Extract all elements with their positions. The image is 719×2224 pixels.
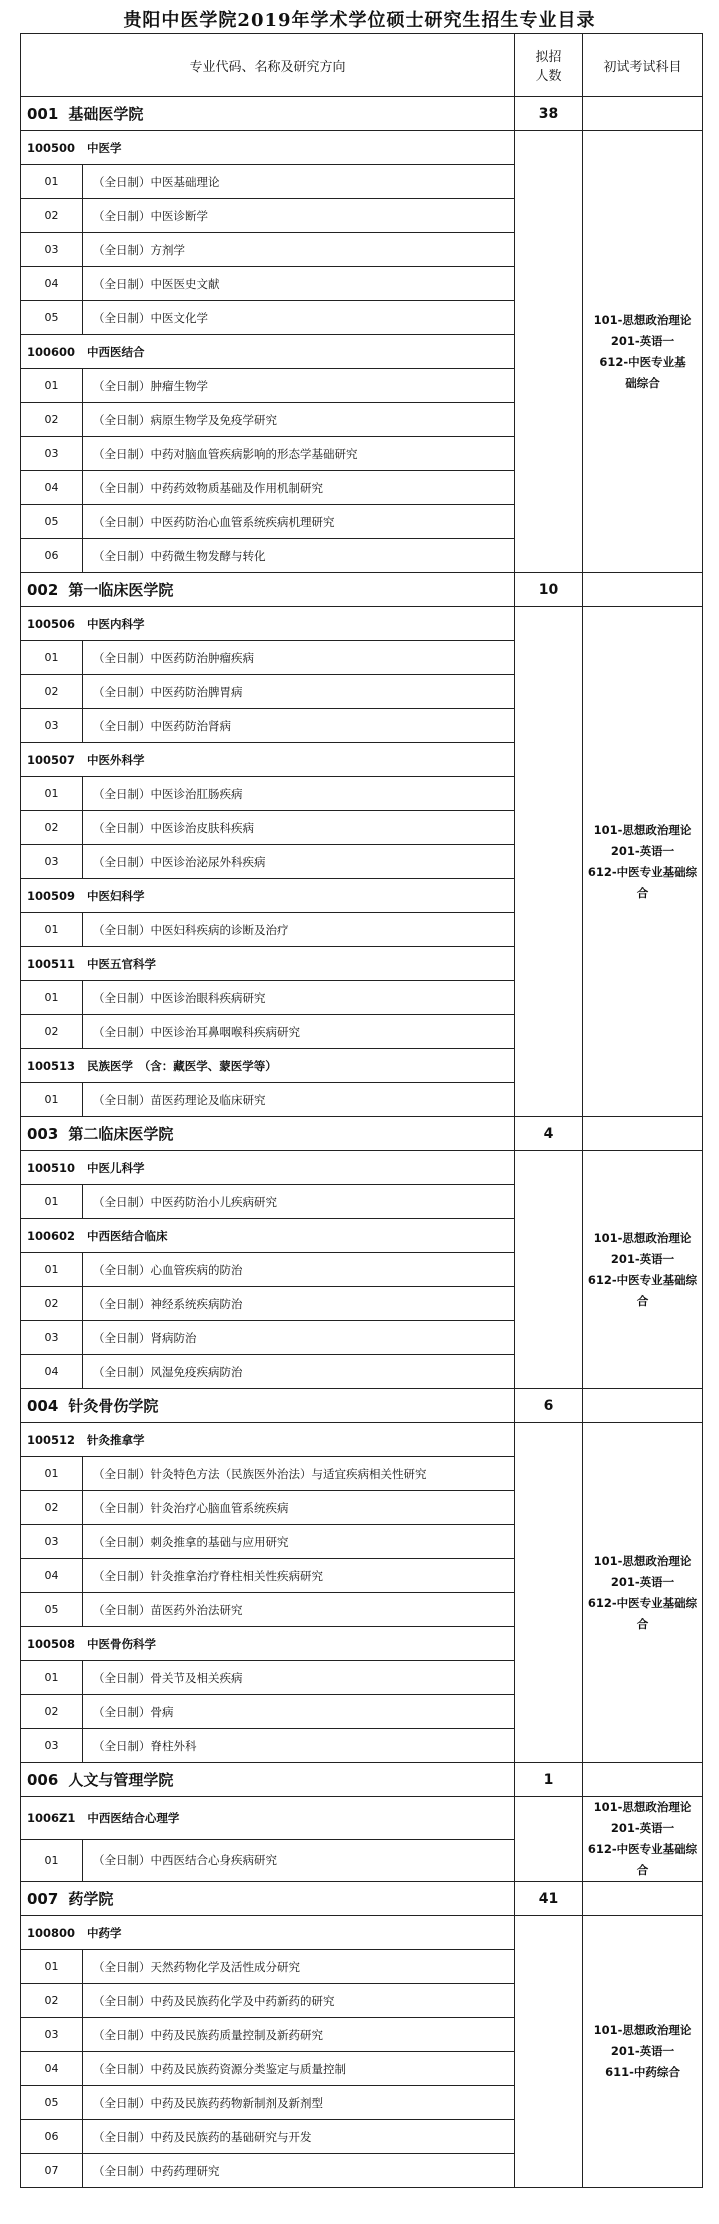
major-code: 100506 — [27, 616, 76, 631]
college-quota: 38 — [515, 97, 583, 131]
direction-code: 06 — [21, 539, 83, 573]
major-cell — [21, 879, 515, 913]
college-name — [21, 97, 515, 131]
college-row — [21, 1882, 703, 1916]
quota-spacer — [515, 1151, 583, 1389]
quota-spacer — [515, 607, 583, 1117]
college-code: 004 — [27, 1397, 59, 1415]
direction-code: 07 — [21, 2154, 83, 2188]
header-quota — [515, 34, 583, 97]
direction-name: （全日制）脊柱外科 — [83, 1729, 515, 1763]
direction-code: 02 — [21, 675, 83, 709]
quota-spacer — [515, 1797, 583, 1882]
major-name: 中医外科学 — [87, 752, 145, 767]
direction-code: 02 — [21, 1984, 83, 2018]
college-row — [21, 573, 703, 607]
exam-subject-line: 612-中医专业基 — [599, 354, 686, 369]
exam-subject-line: 101-思想政治理论 — [593, 2023, 692, 2037]
major-code: 100512 — [27, 1432, 76, 1447]
catalog-body — [21, 97, 703, 2188]
college-exam-spacer — [583, 1763, 703, 1797]
major-code: 100510 — [27, 1160, 76, 1175]
college-code: 003 — [27, 1125, 59, 1143]
college-code: 006 — [27, 1771, 59, 1789]
direction-code: 02 — [21, 1695, 83, 1729]
exam-subject-line: 612-中医专业基础综 — [587, 864, 698, 879]
direction-code: 03 — [21, 2018, 83, 2052]
exam-subject-line: 合 — [636, 885, 649, 900]
major-name: 中西医结合 — [87, 344, 145, 359]
direction-code: 01 — [21, 777, 83, 811]
direction-code: 06 — [21, 2120, 83, 2154]
direction-code: 04 — [21, 471, 83, 505]
quota-spacer — [515, 1423, 583, 1763]
major-name: 中医儿科学 — [87, 1160, 145, 1175]
page-title: 贵阳中医学院2019年学术学位硕士研究生招生专业目录 — [123, 10, 596, 31]
college-code: 002 — [27, 581, 59, 599]
direction-name: （全日制）中药对脑血管疾病影响的形态学基础研究 — [83, 437, 515, 471]
table-header-row — [21, 34, 703, 97]
direction-name: （全日制）中医药防治心血管系统疾病机理研究 — [83, 505, 515, 539]
direction-name: （全日制）中药及民族药质量控制及新药研究 — [83, 2018, 515, 2052]
direction-name: （全日制）方剂学 — [83, 233, 515, 267]
direction-name: （全日制）苗医药理论及临床研究 — [83, 1083, 515, 1117]
college-quota: 4 — [515, 1117, 583, 1151]
catalog-table — [20, 33, 703, 2188]
major-cell — [21, 1423, 515, 1457]
direction-name: （全日制）中医文化学 — [83, 301, 515, 335]
college-title: 药学院 — [68, 1890, 114, 1908]
direction-name: （全日制）中药及民族药资源分类鉴定与质量控制 — [83, 2052, 515, 2086]
direction-code: 05 — [21, 505, 83, 539]
direction-name: （全日制）中药及民族药化学及中药新药的研究 — [83, 1984, 515, 2018]
direction-name: （全日制）中药药效物质基础及作用机制研究 — [83, 471, 515, 505]
major-cell — [21, 335, 515, 369]
major-code: 1006Z1 — [27, 1810, 76, 1825]
direction-name: （全日制）中医诊治眼科疾病研究 — [83, 981, 515, 1015]
direction-name: （全日制）天然药物化学及活性成分研究 — [83, 1950, 515, 1984]
direction-code: 02 — [21, 1015, 83, 1049]
header-quota-line1: 拟招 — [535, 50, 562, 65]
direction-code: 04 — [21, 1559, 83, 1593]
direction-code: 01 — [21, 1839, 83, 1882]
major-name: 中医内科学 — [87, 616, 145, 631]
direction-code: 05 — [21, 2086, 83, 2120]
exam-subject-line: 201-英语一 — [610, 1251, 675, 1266]
college-name — [21, 1117, 515, 1151]
exam-subject-line: 101-思想政治理论 — [593, 822, 692, 837]
direction-code: 05 — [21, 301, 83, 335]
college-title: 基础医学院 — [68, 105, 144, 123]
direction-code: 01 — [21, 1950, 83, 1984]
major-row — [21, 1423, 703, 1457]
college-exam-spacer — [583, 573, 703, 607]
exam-subject-line: 合 — [636, 1863, 649, 1877]
direction-code: 02 — [21, 403, 83, 437]
college-quota: 10 — [515, 573, 583, 607]
major-cell — [21, 947, 515, 981]
direction-name: （全日制）中医药防治脾胃病 — [83, 675, 515, 709]
major-name: 中西医结合心理学 — [87, 1810, 180, 1825]
direction-name: （全日制）中西医结合心身疾病研究 — [83, 1839, 515, 1882]
direction-name: （全日制）肿瘤生物学 — [83, 369, 515, 403]
direction-name: （全日制）中药药理研究 — [83, 2154, 515, 2188]
college-name — [21, 1763, 515, 1797]
major-cell — [21, 131, 515, 165]
major-name: 中医学 — [87, 140, 122, 155]
major-name: 中西医结合临床 — [87, 1228, 168, 1243]
exam-subjects — [583, 131, 703, 573]
college-row — [21, 1389, 703, 1423]
direction-code: 03 — [21, 437, 83, 471]
direction-name: （全日制）中医诊治肛肠疾病 — [83, 777, 515, 811]
college-code: 001 — [27, 105, 59, 123]
direction-code: 03 — [21, 1321, 83, 1355]
major-row — [21, 131, 703, 165]
exam-subject-line: 612-中医专业基础综 — [587, 1272, 698, 1287]
direction-code: 03 — [21, 845, 83, 879]
direction-code: 04 — [21, 1355, 83, 1389]
major-name: 中医五官科学 — [87, 956, 157, 971]
major-cell — [21, 1797, 515, 1840]
major-row — [21, 1797, 703, 1840]
direction-name: （全日制）中医妇科疾病的诊断及治疗 — [83, 913, 515, 947]
direction-code: 04 — [21, 2052, 83, 2086]
college-exam-spacer — [583, 97, 703, 131]
exam-subjects — [583, 1797, 703, 1882]
major-cell — [21, 743, 515, 777]
college-title: 第一临床医学院 — [68, 581, 174, 599]
exam-subjects — [583, 607, 703, 1117]
direction-code: 01 — [21, 1661, 83, 1695]
direction-code: 03 — [21, 1729, 83, 1763]
direction-code: 01 — [21, 1457, 83, 1491]
direction-name: （全日制）刺灸推拿的基础与应用研究 — [83, 1525, 515, 1559]
direction-name: （全日制）中药及民族药的基础研究与开发 — [83, 2120, 515, 2154]
college-quota: 41 — [515, 1882, 583, 1916]
direction-code: 01 — [21, 1083, 83, 1117]
exam-subject-line: 201-英语一 — [610, 843, 675, 858]
direction-code: 05 — [21, 1593, 83, 1627]
direction-name: （全日制）中医诊治耳鼻咽喉科疾病研究 — [83, 1015, 515, 1049]
direction-name: （全日制）风湿免疫疾病防治 — [83, 1355, 515, 1389]
direction-name: （全日制）病原生物学及免疫学研究 — [83, 403, 515, 437]
direction-code: 01 — [21, 641, 83, 675]
direction-name: （全日制）中医基础理论 — [83, 165, 515, 199]
major-code: 100508 — [27, 1636, 76, 1651]
direction-code: 01 — [21, 369, 83, 403]
quota-spacer — [515, 131, 583, 573]
direction-code: 02 — [21, 1491, 83, 1525]
exam-subject-line: 合 — [636, 1293, 649, 1308]
college-quota: 6 — [515, 1389, 583, 1423]
college-row — [21, 1117, 703, 1151]
exam-subject-line: 201-英语一 — [610, 2044, 675, 2058]
direction-name: （全日制）中医诊治皮肤科疾病 — [83, 811, 515, 845]
exam-subject-line: 612-中医专业基础综 — [587, 1842, 698, 1856]
major-cell — [21, 1916, 515, 1950]
major-cell — [21, 1627, 515, 1661]
direction-name: （全日制）针灸推拿治疗脊柱相关性疾病研究 — [83, 1559, 515, 1593]
major-row — [21, 607, 703, 641]
exam-subject-line: 101-思想政治理论 — [593, 1800, 692, 1814]
direction-name: （全日制）中医医史文献 — [83, 267, 515, 301]
exam-subject-line: 合 — [636, 1616, 649, 1631]
direction-code: 03 — [21, 233, 83, 267]
major-code: 100602 — [27, 1228, 76, 1243]
college-code: 007 — [27, 1890, 59, 1908]
major-name: 民族医学 （含：藏医学、蒙医学等） — [87, 1058, 277, 1073]
direction-name: （全日制）心血管疾病的防治 — [83, 1253, 515, 1287]
college-exam-spacer — [583, 1882, 703, 1916]
major-row — [21, 1916, 703, 1950]
direction-name: （全日制）针灸特色方法（民族医外治法）与适宜疾病相关性研究 — [83, 1457, 515, 1491]
exam-subject-line: 611-中药综合 — [605, 2065, 680, 2079]
major-cell — [21, 1049, 515, 1083]
major-code: 100509 — [27, 888, 76, 903]
exam-subject-line: 201-英语一 — [610, 333, 675, 348]
direction-code: 01 — [21, 165, 83, 199]
header-major: 专业代码、名称及研究方向 — [21, 34, 515, 97]
college-name — [21, 1882, 515, 1916]
major-name: 针灸推拿学 — [87, 1432, 145, 1447]
exam-subject-line: 础综合 — [625, 375, 660, 390]
direction-name: （全日制）中医药防治肾病 — [83, 709, 515, 743]
major-code: 100511 — [27, 956, 76, 971]
major-code: 100507 — [27, 752, 76, 767]
major-cell — [21, 1219, 515, 1253]
direction-code: 01 — [21, 981, 83, 1015]
direction-name: （全日制）中药及民族药药物新制剂及新剂型 — [83, 2086, 515, 2120]
major-cell — [21, 1151, 515, 1185]
exam-subject-line: 612-中医专业基础综 — [587, 1595, 698, 1610]
direction-code: 02 — [21, 811, 83, 845]
direction-name: （全日制）神经系统疾病防治 — [83, 1287, 515, 1321]
direction-name: （全日制）中医药防治小儿疾病研究 — [83, 1185, 515, 1219]
college-row — [21, 1763, 703, 1797]
direction-code: 02 — [21, 199, 83, 233]
college-row — [21, 97, 703, 131]
quota-spacer — [515, 1916, 583, 2188]
header-quota-line2: 人数 — [535, 69, 562, 84]
exam-subjects — [583, 1916, 703, 2188]
exam-subject-line: 101-思想政治理论 — [593, 312, 692, 327]
exam-subject-line: 101-思想政治理论 — [593, 1553, 692, 1568]
major-name: 中医骨伤科学 — [87, 1636, 157, 1651]
direction-code: 01 — [21, 1185, 83, 1219]
exam-subjects — [583, 1423, 703, 1763]
college-title: 针灸骨伤学院 — [68, 1397, 159, 1415]
college-quota: 1 — [515, 1763, 583, 1797]
major-cell — [21, 607, 515, 641]
exam-subject-line: 101-思想政治理论 — [593, 1230, 692, 1245]
direction-code: 03 — [21, 709, 83, 743]
major-row — [21, 1151, 703, 1185]
college-title: 人文与管理学院 — [68, 1771, 174, 1789]
direction-code: 01 — [21, 913, 83, 947]
direction-name: （全日制）苗医药外治法研究 — [83, 1593, 515, 1627]
direction-name: （全日制）骨病 — [83, 1695, 515, 1729]
direction-name: （全日制）中医诊治泌尿外科疾病 — [83, 845, 515, 879]
major-code: 100800 — [27, 1925, 76, 1940]
direction-code: 02 — [21, 1287, 83, 1321]
college-name — [21, 573, 515, 607]
college-exam-spacer — [583, 1117, 703, 1151]
direction-name: （全日制）中药微生物发酵与转化 — [83, 539, 515, 573]
major-name: 中医妇科学 — [87, 888, 145, 903]
exam-subjects — [583, 1151, 703, 1389]
college-name — [21, 1389, 515, 1423]
direction-name: （全日制）中医药防治肿瘤疾病 — [83, 641, 515, 675]
direction-code: 04 — [21, 267, 83, 301]
direction-name: （全日制）骨关节及相关疾病 — [83, 1661, 515, 1695]
major-code: 100500 — [27, 140, 76, 155]
college-title: 第二临床医学院 — [68, 1125, 174, 1143]
major-name: 中药学 — [87, 1925, 122, 1940]
direction-name: （全日制）针灸治疗心脑血管系统疾病 — [83, 1491, 515, 1525]
direction-name: （全日制）肾病防治 — [83, 1321, 515, 1355]
direction-code: 03 — [21, 1525, 83, 1559]
direction-code: 01 — [21, 1253, 83, 1287]
major-code: 100600 — [27, 344, 76, 359]
exam-subject-line: 201-英语一 — [610, 1821, 675, 1835]
exam-subject-line: 201-英语一 — [610, 1574, 675, 1589]
college-exam-spacer — [583, 1389, 703, 1423]
direction-name: （全日制）中医诊断学 — [83, 199, 515, 233]
header-exam: 初试考试科目 — [583, 34, 703, 97]
major-code: 100513 — [27, 1058, 76, 1073]
